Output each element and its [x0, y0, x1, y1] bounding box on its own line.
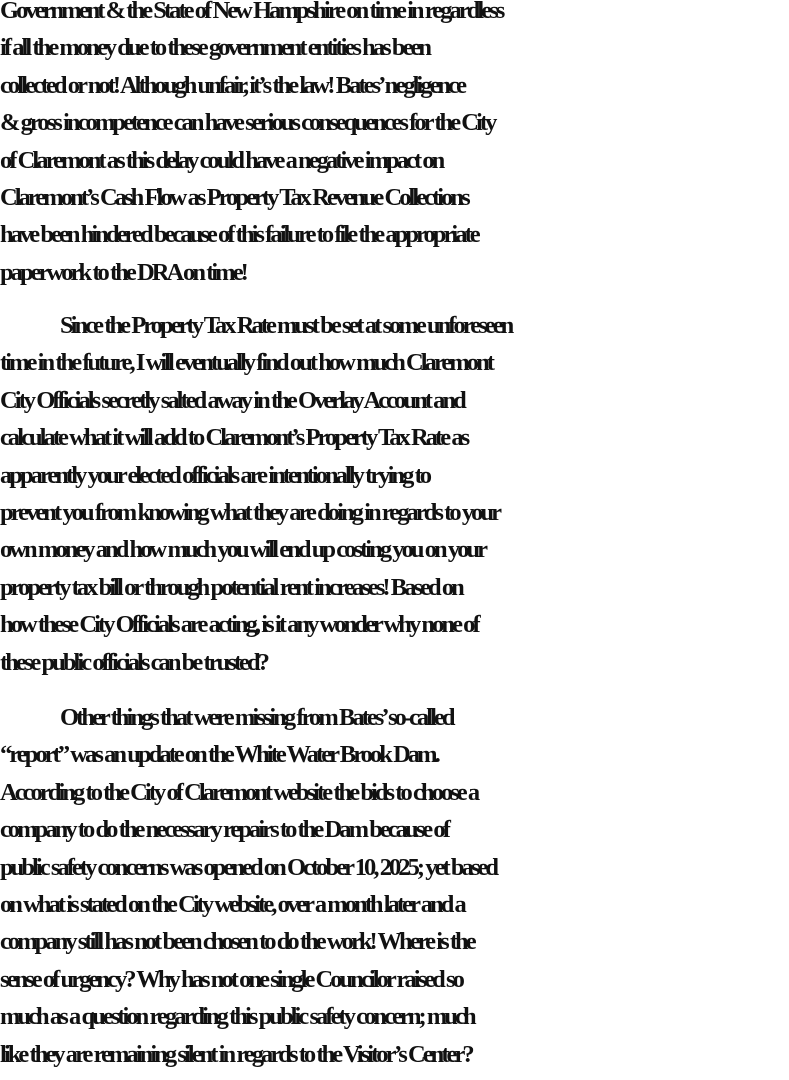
- text-line: Other things that were missing from Bates’ so-called: [60, 704, 453, 731]
- text-line: collected or not! Although unfair, it’s the law! Bates’ negligence: [0, 71, 465, 99]
- text-line: like they are remaining silent in regards to the Visitor’s Center?: [0, 1040, 472, 1068]
- text-line: Since the Property Tax Rate must be set at some unforeseen: [60, 312, 512, 339]
- text-line: apparently your elected officials are intentionally trying to: [0, 461, 430, 489]
- text-line: if all the money due to these government entities has been: [0, 34, 430, 62]
- text-line: “report” was an update on the White Water Brook Dam.: [0, 741, 438, 769]
- text-line: prevent you from knowing what they are doing in regards to your: [0, 498, 500, 526]
- text-line: own money and how much you will end up costing you on your: [0, 536, 486, 564]
- text-line: Government & the State of New Hampshire on time in regardless: [0, 0, 503, 24]
- text-line: According to the City of Claremont website the bids to choose a: [0, 778, 478, 806]
- text-line: of Claremont as this delay could have a negative impact on: [0, 146, 443, 174]
- text-line: company to do the necessary repairs to the Dam because of: [0, 816, 448, 844]
- text-line: time in the future, I will eventually find out how much Claremont: [0, 349, 492, 377]
- text-line: company still has not been chosen to do the work! Where is the: [0, 928, 474, 956]
- text-line: property tax bill or through potential rent increases! Based on: [0, 573, 462, 601]
- text-line: & gross incompetence can have serious consequences for the City: [0, 109, 495, 137]
- text-line: City Officials secretly salted away in the Overlay Account and: [0, 386, 464, 414]
- paragraph-3: [0, 699, 789, 1073]
- paragraph-2: [0, 307, 789, 681]
- text-line: public safety concerns was opened on October 10, 2025; yet based: [0, 853, 497, 881]
- text-line: sense of urgency? Why has not one single Councilor raised so: [0, 965, 462, 993]
- text-line: much as a question regarding this public safety concern; much: [0, 1003, 474, 1031]
- text-line: these public officials can be trusted?: [0, 648, 267, 676]
- text-line: Claremont’s Cash Flow as Property Tax Revenue Collections: [0, 183, 468, 211]
- text-line: how these City Officials are acting, is it any wonder why none of: [0, 611, 478, 639]
- text-line: calculate what it will add to Claremont’s Property Tax Rate as: [0, 424, 468, 452]
- text-line: have been hindered because of this failure to file the appropriate: [0, 221, 478, 249]
- text-line: on what is stated on the City website, over a month later and a: [0, 890, 464, 918]
- paragraph-1: [0, 0, 789, 291]
- text-line: paperwork to the DRA on time!: [0, 258, 246, 286]
